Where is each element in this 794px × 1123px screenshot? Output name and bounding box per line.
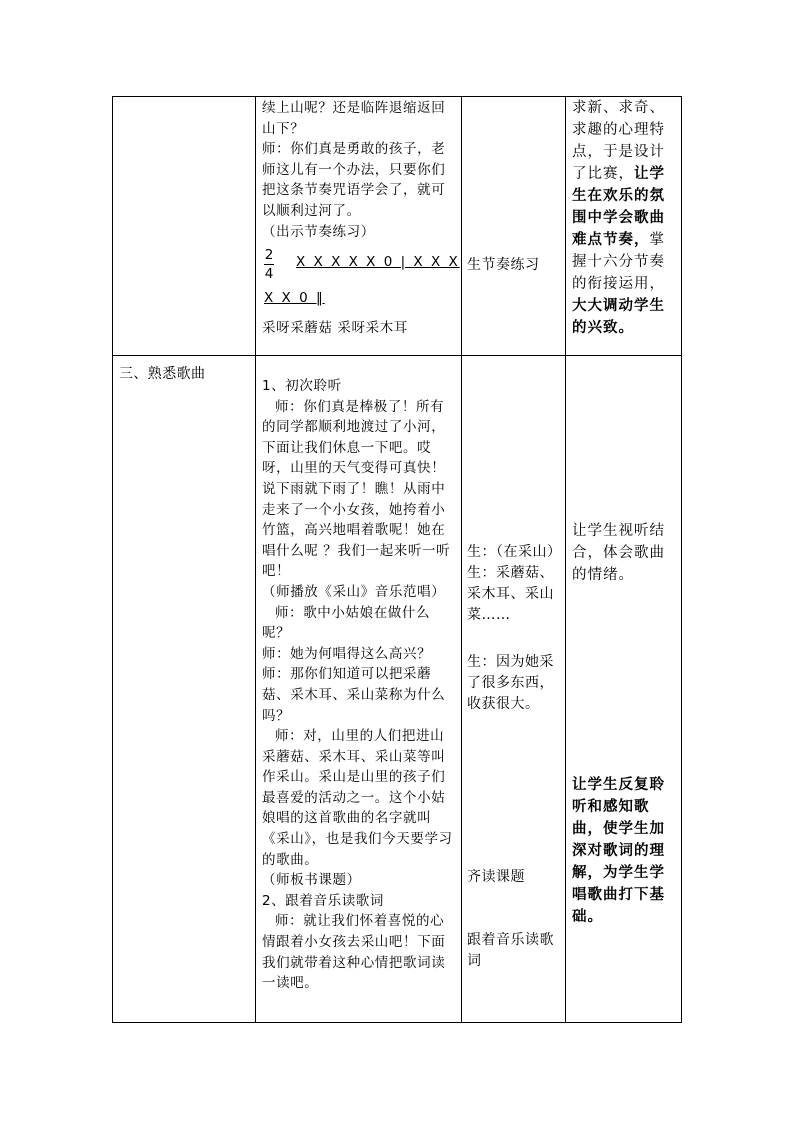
design-intent-text: 让学生反复聆听和感知歌曲，使学生加深对歌词的理解，为学生学唱歌曲打下基础。 xyxy=(572,777,665,925)
rhythm-line-2: X X 0 ‖ xyxy=(264,290,325,307)
design-intent-cell xyxy=(566,97,682,356)
student-response: 齐读课题 xyxy=(467,869,525,885)
design-intent-cell xyxy=(566,356,682,1023)
stage-cell xyxy=(113,356,256,1023)
student-response: 跟着音乐读歌词 xyxy=(467,932,554,969)
rhythm-lyrics: 采呀采蘑菇 采呀采木耳 xyxy=(262,320,408,337)
teacher-line: 1、初次聆听 xyxy=(262,378,342,394)
teacher-line: 师：你们真是勇敢的孩子，老师这儿有一个办法，只要你们把这条节奏咒语学会了，就可以顺利过河了。 xyxy=(262,141,446,219)
teacher-line: 2、跟着音乐读歌词 xyxy=(262,892,384,909)
stage-title: 三、熟悉歌曲 xyxy=(119,366,206,382)
time-signature: 2 4 xyxy=(264,247,274,283)
teacher-line: （师板书课题） xyxy=(262,872,361,889)
teacher-line: 师：那你们知道可以把采蘑菇、采木耳、采山菜称为什么吗？ xyxy=(262,666,446,724)
student-response: 生：（在采山）生：采蘑菇、采木耳、采山菜…… xyxy=(467,544,562,623)
teacher-line: （师播放《采山》音乐范唱） xyxy=(262,583,446,600)
student-activity-cell: 生节奏练习 xyxy=(462,97,566,356)
teacher-line: 师：对，山里的人们把进山采蘑菇、采木耳、采山菜等叫作采山。采山是山里的孩子们最喜爱的活动之一。这个小姑娘唱的这首歌曲的名字就叫《采山》，也是我们今天要学习的歌曲。 xyxy=(262,728,453,868)
teacher-activity-cell xyxy=(256,97,462,356)
rhythm-line-1: X X X X X 0 | X X X xyxy=(296,254,460,271)
student-response: 生：因为她采了很多东西，收获很大。 xyxy=(467,654,554,712)
table-row xyxy=(113,356,682,1023)
teacher-line: 师：她为何唱得这么高兴？ xyxy=(262,645,432,662)
design-intent-text: 让学生视听结合，体会歌曲的情绪。 xyxy=(572,523,665,583)
teacher-line: 师：你们真是棒极了！所有的同学都顺利地渡过了小河，下面让我们休息一下吧。哎呀，山里的天气变得可真快！说下雨就下雨了！瞧！从雨中走来了一个小女孩，她挎着小竹篮，高兴地唱着歌呢！她在唱什么呢 ？我们一起来听一听吧！ xyxy=(262,398,451,580)
lesson-plan-table xyxy=(112,96,682,1023)
teacher-line: 师：就让我们怀着喜悦的心情跟着小女孩去采山吧！下面我们就带着这种心情把歌词读一读吧。 xyxy=(262,913,446,992)
table-row xyxy=(113,97,682,356)
teacher-line: 师：歌中小姑娘在做什么呢？ xyxy=(262,604,431,642)
student-activity-cell xyxy=(462,356,566,1023)
rhythm-exercise xyxy=(256,242,461,314)
design-intent-text: 求新、求奇、求趣的心理特点，于是设计了比赛，让学生在欢乐的氛围中学会歌曲难点节奏，掌握十六分节奏的衔接运用，大大调动学生的兴致。 xyxy=(572,100,665,336)
teacher-activity-cell xyxy=(256,356,462,1023)
teacher-line: （出示节奏练习） xyxy=(262,223,375,240)
stage-cell xyxy=(113,97,256,356)
teacher-line: 续上山呢？还是临阵退缩返回山下？ xyxy=(262,100,446,137)
